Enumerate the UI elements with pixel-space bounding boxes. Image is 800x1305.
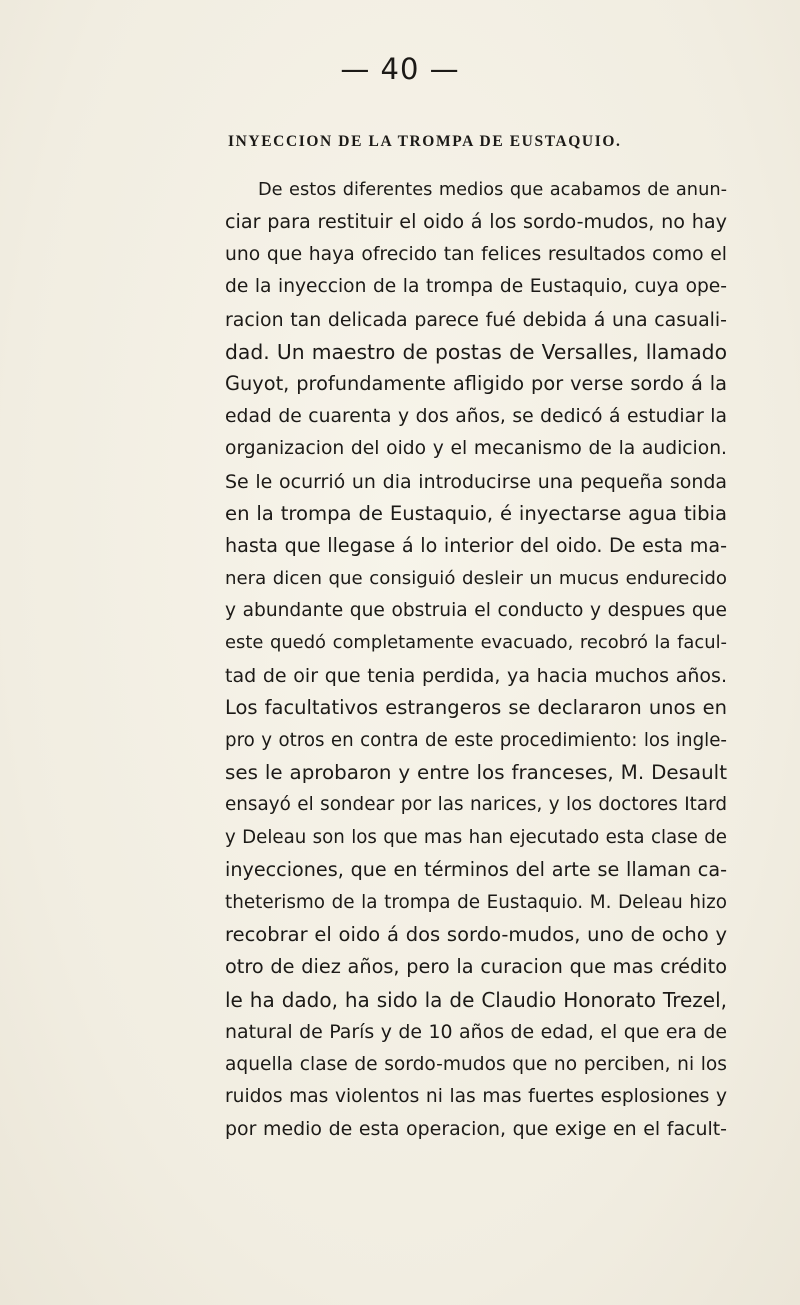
text-line: edad de cuarenta y dos años, se dedicó á estudiar la <box>225 405 727 427</box>
text-line: aquella clase de sordo-mudos que no perciben, ni los <box>225 1053 727 1075</box>
text-line: este quedó completamente evacuado, recobró la facul- <box>225 632 727 654</box>
text-line: de la inyeccion de la trompa de Eustaquio, cuya ope- <box>225 276 727 298</box>
text-line: por medio de esta operacion, que exige en el facult- <box>225 1118 727 1141</box>
text-line: y abundante que obstruia el conducto y despues que <box>225 600 727 622</box>
text-line: y Deleau son los que mas han ejecutado esta clase de <box>225 826 727 848</box>
text-line: pro y otros en contra de este procedimiento: los ingle- <box>225 729 727 751</box>
text-line: ruidos mas violentos ni las mas fuertes esplosiones y <box>225 1085 727 1107</box>
text-line: Los facultativos estrangeros se declararon unos en <box>225 696 727 720</box>
text-line: nera dicen que consiguió desleir un mucus endurecido <box>225 567 727 589</box>
text-line: le ha dado, ha sido la de Claudio Honorato Trezel, <box>225 987 727 1012</box>
text-line: ensayó el sondear por las narices, y los doctores Itard <box>225 794 727 816</box>
text-line: hasta que llegase á lo interior del oido. De esta ma- <box>225 534 727 558</box>
text-line: organizacion del oido y el mecanismo de la audicion. <box>225 438 727 460</box>
running-head: INYECCION DE LA TROMPA DE EUSTAQUIO. <box>228 133 622 150</box>
text-line: tad de oir que tenia perdida, ya hacia muchos años. <box>225 664 727 687</box>
body-text <box>0 174 800 1146</box>
text-line: ciar para restituir el oido á los sordo-mudos, no hay <box>225 210 727 234</box>
text-line: De estos diferentes medios que acabamos de anun- <box>258 180 727 200</box>
text-line: otro de diez años, pero la curacion que mas crédito <box>225 955 727 979</box>
text-line: inyecciones, que en términos del arte se llaman ca- <box>225 858 727 882</box>
text-line: recobrar el oido á dos sordo-mudos, uno de ocho y <box>225 922 727 946</box>
text-line: theterismo de la trompa de Eustaquio. M. Deleau hizo <box>225 891 727 913</box>
text-line: uno que haya ofrecido tan felices resultados como el <box>225 243 727 265</box>
text-line: Guyot, profundamente afligido por verse sordo á la <box>225 372 727 396</box>
page-number: — 40 — <box>340 52 460 86</box>
text-line: dad. Un maestro de postas de Versalles, llamado <box>225 339 727 364</box>
text-line: en la trompa de Eustaquio, é inyectarse agua tibia <box>225 501 727 525</box>
text-line: Se le ocurrió un dia introducirse una pequeña sonda <box>225 470 727 493</box>
text-line: racion tan delicada parece fué debida á una casuali- <box>225 308 727 331</box>
text-line: ses le aprobaron y entre los franceses, M. Desault <box>225 761 727 785</box>
text-line: natural de París y de 10 años de edad, el que era de <box>225 1021 727 1044</box>
